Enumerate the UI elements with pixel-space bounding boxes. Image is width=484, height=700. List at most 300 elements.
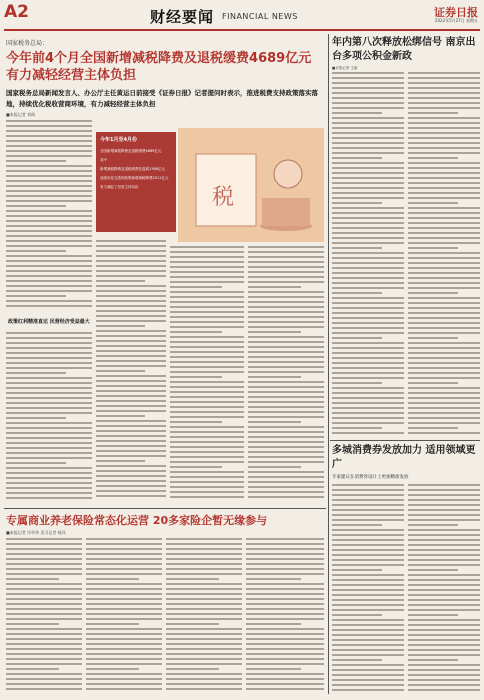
text-line <box>408 137 480 139</box>
text-line <box>332 539 404 541</box>
text-line <box>408 669 480 671</box>
text-line <box>248 346 324 348</box>
text-line <box>332 544 404 546</box>
text-line <box>246 568 324 570</box>
text-line <box>6 462 66 464</box>
text-line <box>6 155 92 157</box>
text-line <box>332 227 404 229</box>
text-line <box>6 260 92 262</box>
text-line <box>246 553 324 555</box>
text-line <box>248 431 324 433</box>
text-line <box>166 648 242 650</box>
text-line <box>96 370 145 372</box>
text-line <box>6 407 92 409</box>
text-line <box>96 390 166 392</box>
text-line <box>6 658 82 660</box>
vertical-divider <box>328 34 329 694</box>
main-headline: 今年前4个月全国新增减税降费及退税缓费4689亿元 有力减轻经营主体负担 <box>6 51 312 83</box>
text-line <box>332 569 382 571</box>
text-line <box>248 321 324 323</box>
text-line <box>408 624 480 626</box>
text-line <box>96 465 166 467</box>
text-line <box>332 92 404 94</box>
text-line <box>408 684 480 686</box>
text-line <box>332 317 404 319</box>
text-col <box>6 538 82 694</box>
text-line <box>246 653 324 655</box>
text-line <box>408 177 480 179</box>
text-line <box>246 563 324 565</box>
text-line <box>166 653 242 655</box>
text-line <box>408 539 480 541</box>
text-line <box>332 644 404 646</box>
text-line <box>332 549 404 551</box>
text-line <box>408 407 480 409</box>
main-subhead: 国家税务总局新闻发言人、办公厅主任黄运日前接受《证券日报》记者提问时表示，推进税费支持政策落实落地，持续优化税收营商环境，有力减轻经营主体负担 <box>6 89 318 108</box>
text-line <box>6 472 92 474</box>
text-line <box>248 331 301 333</box>
text-line <box>96 460 145 462</box>
text-line <box>332 162 404 164</box>
text-line <box>332 367 404 369</box>
text-line <box>408 307 480 309</box>
text-line <box>332 357 404 359</box>
text-line <box>96 485 166 487</box>
text-line <box>246 658 324 660</box>
text-line <box>96 455 166 457</box>
text-line <box>86 558 162 560</box>
text-line <box>6 160 66 162</box>
text-line <box>248 416 324 418</box>
text-line <box>6 397 92 399</box>
text-line <box>408 679 480 681</box>
text-line <box>6 215 92 217</box>
text-line <box>6 195 92 197</box>
text-line <box>170 391 244 393</box>
text-line <box>408 569 458 571</box>
text-line <box>86 573 162 575</box>
text-line <box>170 401 244 403</box>
text-line <box>408 509 480 511</box>
text-line <box>246 548 324 550</box>
text-line <box>6 200 92 202</box>
text-line <box>332 614 382 616</box>
text-line <box>246 633 324 635</box>
text-line <box>408 554 480 556</box>
text-line <box>6 492 92 494</box>
text-line <box>6 683 82 685</box>
text-col <box>6 120 92 310</box>
text-line <box>408 212 480 214</box>
text-line <box>170 411 244 413</box>
text-line <box>6 623 59 625</box>
text-line <box>6 553 82 555</box>
text-line <box>332 392 404 394</box>
text-line <box>6 412 92 414</box>
infobox-row: 全国新增减税降费及退税缓费4689亿元 <box>100 149 162 153</box>
text-line <box>408 252 480 254</box>
text-line <box>246 648 324 650</box>
text-line <box>248 491 324 493</box>
text-line <box>96 470 166 472</box>
text-line <box>6 382 92 384</box>
section-title: 财经要闻 <box>150 8 215 26</box>
text-line <box>170 271 244 273</box>
text-line <box>246 618 324 620</box>
text-line <box>6 290 92 292</box>
text-line <box>408 422 480 424</box>
text-line <box>332 509 404 511</box>
text-line <box>96 335 166 337</box>
text-line <box>408 367 480 369</box>
left-subhead: 政策红利精准直达 民营经济受益最大 <box>8 319 90 325</box>
text-line <box>332 489 404 491</box>
text-line <box>248 411 324 413</box>
text-line <box>170 446 244 448</box>
text-line <box>6 477 92 479</box>
text-line <box>332 212 404 214</box>
text-line <box>332 102 404 104</box>
text-line <box>248 451 324 453</box>
text-line <box>170 326 244 328</box>
text-line <box>248 336 324 338</box>
text-line <box>408 549 480 551</box>
text-line <box>170 316 244 318</box>
text-line <box>170 346 244 348</box>
text-line <box>408 352 480 354</box>
text-line <box>332 322 404 324</box>
text-line <box>408 197 480 199</box>
text-line <box>6 190 92 192</box>
text-line <box>408 242 480 244</box>
text-line <box>408 222 480 224</box>
text-line <box>96 240 166 242</box>
text-line <box>166 538 242 540</box>
text-line <box>170 451 244 453</box>
text-line <box>408 534 480 536</box>
main-article-header <box>6 38 324 118</box>
text-line <box>6 210 92 212</box>
text-line <box>6 225 92 227</box>
text-line <box>332 112 382 114</box>
text-line <box>246 663 324 665</box>
text-line <box>408 77 480 79</box>
text-line <box>408 397 480 399</box>
text-line <box>86 548 162 550</box>
text-line <box>6 633 82 635</box>
text-line <box>166 673 242 675</box>
text-line <box>6 305 92 307</box>
infobox-row: 新增减税降费及退税缓费及退税1368亿元 <box>100 167 165 171</box>
text-line <box>408 372 480 374</box>
text-line <box>408 322 480 324</box>
text-line <box>96 275 166 277</box>
text-line <box>248 316 324 318</box>
infobox-row: 其中 <box>100 158 107 162</box>
text-line <box>6 347 92 349</box>
text-line <box>96 245 166 247</box>
text-line <box>170 371 244 373</box>
text-line <box>408 427 458 429</box>
text-line <box>408 484 480 486</box>
text-line <box>170 291 244 293</box>
text-line <box>332 272 404 274</box>
text-line <box>6 648 82 650</box>
text-line <box>6 467 92 469</box>
text-line <box>96 310 166 312</box>
text-line <box>408 417 480 419</box>
text-line <box>170 491 244 493</box>
text-line <box>6 563 82 565</box>
text-line <box>6 688 82 690</box>
text-line <box>332 494 404 496</box>
text-line <box>332 242 404 244</box>
text-line <box>166 628 242 630</box>
text-line <box>166 603 242 605</box>
text-col <box>332 484 404 694</box>
text-line <box>170 381 244 383</box>
text-line <box>332 594 404 596</box>
text-line <box>170 441 244 443</box>
text-line <box>408 257 480 259</box>
text-line <box>170 336 244 338</box>
text-line <box>6 673 82 675</box>
text-line <box>6 427 92 429</box>
text-col <box>170 246 244 504</box>
text-line <box>166 663 242 665</box>
text-line <box>96 430 166 432</box>
text-line <box>170 386 244 388</box>
text-line <box>408 337 458 339</box>
text-line <box>96 350 166 352</box>
text-line <box>6 432 92 434</box>
text-line <box>170 351 244 353</box>
text-line <box>332 142 404 144</box>
text-line <box>6 568 82 570</box>
text-line <box>6 275 92 277</box>
text-line <box>96 340 166 342</box>
text-line <box>408 629 480 631</box>
text-line <box>170 306 244 308</box>
text-line <box>86 623 139 625</box>
text-line <box>96 440 166 442</box>
text-line <box>408 659 458 661</box>
text-line <box>6 392 92 394</box>
text-line <box>6 125 92 127</box>
text-line <box>170 396 244 398</box>
text-line <box>96 405 166 407</box>
text-line <box>246 538 324 540</box>
text-line <box>408 432 480 434</box>
infobox-title: 今年1月至4月份 <box>100 137 137 143</box>
text-line <box>248 271 324 273</box>
text-line <box>248 351 324 353</box>
text-line <box>248 266 324 268</box>
text-line <box>86 563 162 565</box>
text-line <box>408 604 480 606</box>
text-line <box>408 594 480 596</box>
text-line <box>408 267 480 269</box>
text-line <box>170 476 244 478</box>
text-line <box>332 72 404 74</box>
text-line <box>170 331 222 333</box>
text-line <box>408 182 480 184</box>
text-line <box>332 574 404 576</box>
text-line <box>408 504 480 506</box>
text-line <box>166 668 219 670</box>
text-line <box>332 252 404 254</box>
text-line <box>332 564 404 566</box>
text-line <box>248 391 324 393</box>
right-top-byline: ■本报记者 王丽 <box>332 66 358 70</box>
text-line <box>408 142 480 144</box>
text-line <box>332 307 404 309</box>
text-line <box>6 220 92 222</box>
section-title-en: FINANCIAL NEWS <box>222 12 298 21</box>
text-line <box>332 262 404 264</box>
text-line <box>6 653 82 655</box>
text-line <box>408 357 480 359</box>
text-line <box>96 320 166 322</box>
text-line <box>86 568 162 570</box>
text-line <box>86 633 162 635</box>
text-line <box>86 603 162 605</box>
text-line <box>332 684 404 686</box>
text-line <box>408 187 480 189</box>
text-line <box>408 494 480 496</box>
text-line <box>6 497 92 499</box>
text-line <box>86 593 162 595</box>
text-line <box>96 410 166 412</box>
text-line <box>408 387 480 389</box>
text-line <box>332 679 404 681</box>
text-line <box>408 579 480 581</box>
text-line <box>166 593 242 595</box>
text-line <box>6 165 92 167</box>
text-line <box>248 356 324 358</box>
text-line <box>408 102 480 104</box>
text-line <box>332 87 404 89</box>
text-line <box>6 628 82 630</box>
text-line <box>408 377 480 379</box>
text-line <box>408 674 480 676</box>
text-line <box>6 608 82 610</box>
text-line <box>332 302 404 304</box>
infobox-row: 有力减轻了经营主体负担 <box>100 185 139 189</box>
text-line <box>170 461 244 463</box>
text-line <box>248 386 324 388</box>
text-line <box>408 217 480 219</box>
text-line <box>6 150 92 152</box>
text-line <box>408 287 480 289</box>
text-line <box>332 137 404 139</box>
text-line <box>248 301 324 303</box>
text-line <box>96 420 166 422</box>
text-line <box>248 401 324 403</box>
text-line <box>86 653 162 655</box>
text-line <box>332 624 404 626</box>
text-line <box>246 688 324 690</box>
text-line <box>332 342 404 344</box>
text-line <box>6 372 66 374</box>
text-line <box>408 634 480 636</box>
text-line <box>408 689 480 691</box>
text-line <box>408 297 480 299</box>
text-line <box>6 482 92 484</box>
text-line <box>86 578 139 580</box>
text-line <box>6 285 92 287</box>
text-line <box>408 347 480 349</box>
text-line <box>86 613 162 615</box>
text-line <box>332 82 404 84</box>
text-line <box>166 558 242 560</box>
text-line <box>166 588 242 590</box>
text-line <box>170 496 244 498</box>
text-line <box>86 663 162 665</box>
text-line <box>332 669 404 671</box>
text-line <box>408 654 480 656</box>
text-line <box>332 217 404 219</box>
text-line <box>332 504 404 506</box>
text-line <box>408 332 480 334</box>
text-line <box>332 132 404 134</box>
text-line <box>170 276 244 278</box>
text-line <box>248 441 324 443</box>
text-line <box>408 232 480 234</box>
text-line <box>332 554 404 556</box>
text-col <box>166 538 242 694</box>
text-line <box>170 356 244 358</box>
text-line <box>166 633 242 635</box>
text-line <box>408 412 480 414</box>
text-line <box>332 192 404 194</box>
text-line <box>96 290 166 292</box>
text-line <box>408 277 480 279</box>
text-line <box>170 406 244 408</box>
text-line <box>96 400 166 402</box>
text-line <box>166 623 219 625</box>
text-line <box>166 578 219 580</box>
text-line <box>408 584 480 586</box>
text-line <box>408 529 480 531</box>
text-line <box>166 643 242 645</box>
text-line <box>408 564 480 566</box>
text-line <box>408 614 458 616</box>
text-line <box>332 77 404 79</box>
text-line <box>170 421 222 423</box>
text-line <box>332 197 404 199</box>
text-line <box>170 466 222 468</box>
text-col <box>86 538 162 694</box>
text-line <box>408 162 480 164</box>
text-line <box>6 145 92 147</box>
text-line <box>6 573 82 575</box>
text-line <box>86 598 162 600</box>
text-line <box>96 270 166 272</box>
text-line <box>6 457 92 459</box>
text-line <box>96 380 166 382</box>
text-line <box>166 583 242 585</box>
text-line <box>6 352 92 354</box>
text-line <box>408 167 480 169</box>
text-line <box>246 593 324 595</box>
text-line <box>170 376 222 378</box>
text-line <box>332 664 404 666</box>
text-line <box>332 609 404 611</box>
text-line <box>86 583 162 585</box>
text-line <box>86 608 162 610</box>
text-line <box>408 192 480 194</box>
